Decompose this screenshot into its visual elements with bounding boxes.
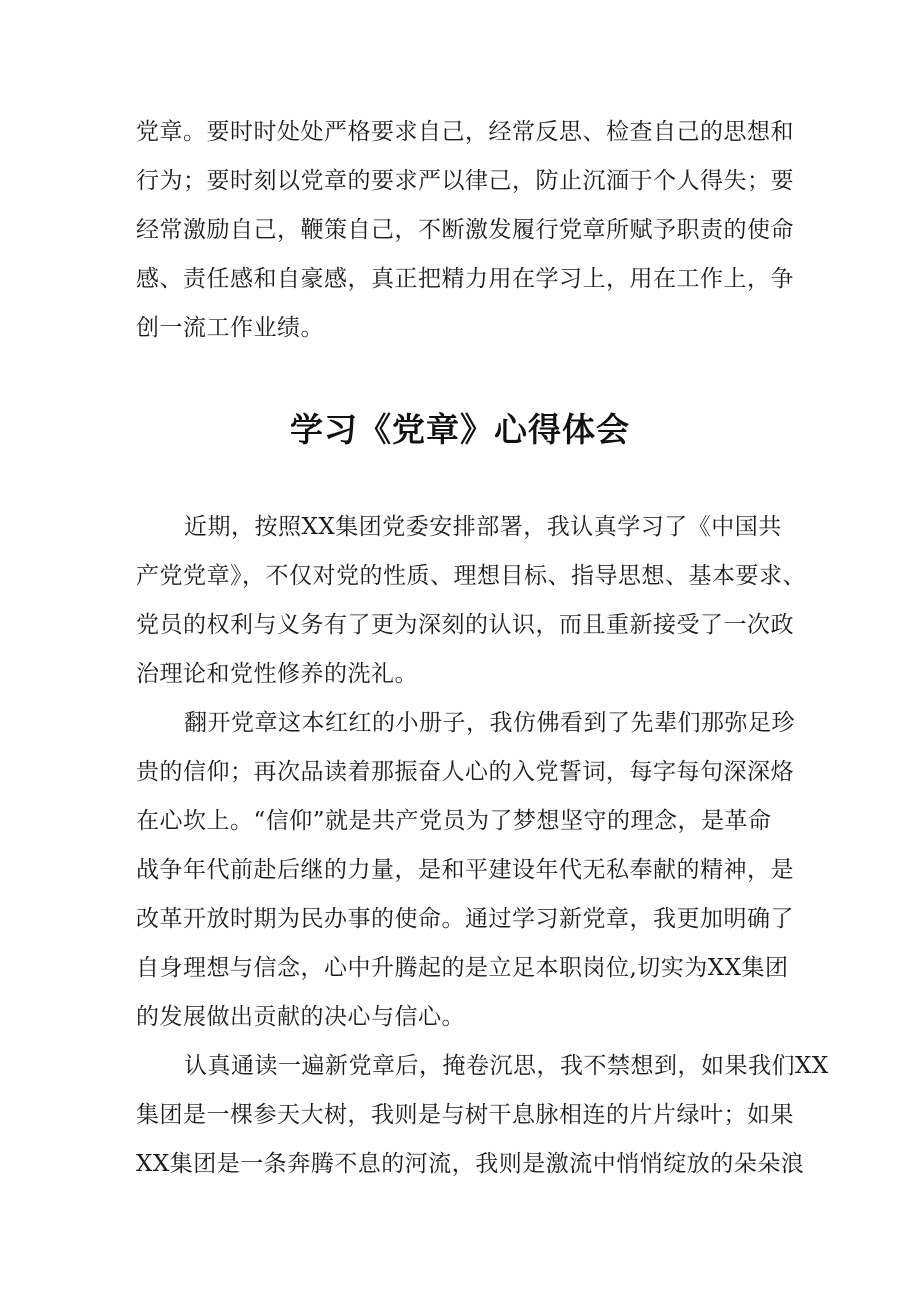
paragraph-1-line: 党员的权利与义务有了更为深刻的认识，而且重新接受了一次政 xyxy=(136,612,794,638)
paragraph-2-line: 贵的信仰；再次品读着那振奋人心的入党誓词，每字每句深深烙 xyxy=(136,759,794,785)
intro-line: 经常激励自己，鞭策自己，不断激发履行党章所赋予职责的使命 xyxy=(136,217,794,243)
paragraph-3-line: 认真通读一遍新党章后，掩卷沉思，我不禁想到，如果我们XX xyxy=(184,1053,829,1079)
paragraph-1-line: 产党党章》，不仅对党的性质、理想目标、指导思想、基本要求、 xyxy=(136,563,806,589)
paragraph-3-line: XX集团是一条奔腾不息的河流，我则是激流中悄悄绽放的朵朵浪 xyxy=(136,1151,805,1177)
paragraph-3-line: 集团是一棵参天大树，我则是与树干息脉相连的片片绿叶；如果 xyxy=(136,1102,794,1128)
intro-line: 创一流工作业绩。 xyxy=(136,315,324,341)
paragraph-2-line: 翻开党章这本红红的小册子，我仿佛看到了先辈们那弥足珍 xyxy=(184,710,795,736)
article-title: 学习《党章》心得体会 xyxy=(290,410,630,449)
paragraph-2-line: 改革开放时期为民办事的使命。通过学习新党章，我更加明确了 xyxy=(136,906,794,932)
paragraph-1-line: 治理论和党性修养的洗礼。 xyxy=(136,661,418,687)
intro-line: 党章。要时时处处严格要求自己，经常反思、检查自己的思想和 xyxy=(136,119,794,145)
paragraph-2-line: 自身理想与信念，心中升腾起的是立足本职岗位,切实为XX集团 xyxy=(136,955,789,981)
intro-line: 行为；要时刻以党章的要求严以律己，防止沉湎于个人得失；要 xyxy=(136,168,794,194)
intro-line: 感、责任感和自豪感，真正把精力用在学习上，用在工作上，争 xyxy=(136,266,794,292)
paragraph-2-line: 战争年代前赴后继的力量，是和平建设年代无私奉献的精神，是 xyxy=(136,857,794,883)
paragraph-2-line: 的发展做出贡献的决心与信心。 xyxy=(136,1004,465,1030)
paragraph-2-line: 在心坎上。“信仰”就是共产党员为了梦想坚守的理念，是革命 xyxy=(136,808,772,834)
paragraph-1-line: 近期，按照XX集团党委安排部署，我认真学习了《中国共 xyxy=(184,514,782,540)
